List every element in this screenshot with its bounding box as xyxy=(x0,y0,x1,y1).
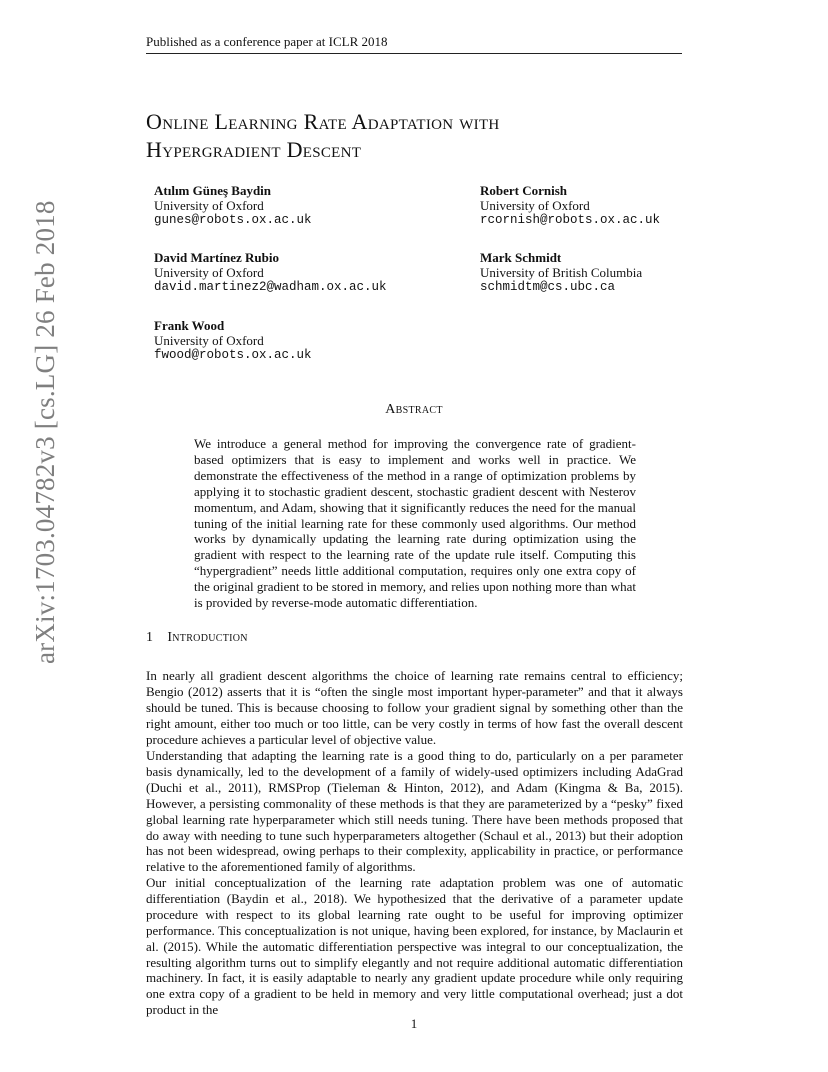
running-header: Published as a conference paper at ICLR 2018 xyxy=(146,34,682,54)
section-heading xyxy=(146,630,248,646)
paragraph: In nearly all gradient descent algorithms the choice of learning rate remains central to efficiency; Bengio (2012) asserts that it is “often the single most important hyper-parameter” and that it always should be tuned. This is because choosing to follow your gradient signal by something other than the right amount, either too much or too little, can be very costly in terms of how fast the overall descent procedure achieves a particular level of objective value. xyxy=(146,668,683,747)
section-title: Introduction xyxy=(167,630,248,645)
author-name: David Martínez Rubio xyxy=(154,250,279,265)
author-block xyxy=(154,250,454,295)
arxiv-identifier: arXiv:1703.04782v3 [cs.LG] 26 Feb 2018 xyxy=(30,200,60,664)
author-name: Mark Schmidt xyxy=(480,250,562,265)
abstract-text: We introduce a general method for improving the convergence rate of gradient-based optimizers that is easy to implement and works well in practice. We demonstrate the effectiveness of the method in a range of optimization problems by applying it to stochastic gradient descent, stochastic gradient descent with Nesterov momentum, and Adam, showing that it significantly reduces the need for the manual tuning of the initial learning rate for these commonly used algorithms. Our method works by dynamically updating the learning rate during optimization using the gradient with respect to the learning rate of the update rule itself. Computing this “hypergradient” needs little additional computation, requires only one extra copy of the original gradient to be stored in memory, and relies upon nothing more than what is provided by reverse-mode automatic differentiation. xyxy=(194,436,636,611)
author-affiliation: University of Oxford xyxy=(154,265,264,280)
paper-title-line-1: Online Learning Rate Adaptation with xyxy=(146,109,500,134)
section-number: 1 xyxy=(146,630,154,645)
author-email[interactable]: rcornish@robots.ox.ac.uk xyxy=(480,213,661,227)
author-block xyxy=(480,250,780,295)
author-block xyxy=(154,318,454,363)
author-email[interactable]: fwood@robots.ox.ac.uk xyxy=(154,348,312,362)
author-name: Frank Wood xyxy=(154,318,225,333)
abstract-heading: Abstract xyxy=(385,402,443,417)
author-email[interactable]: david.martinez2@wadham.ox.ac.uk xyxy=(154,280,387,294)
author-name: Robert Cornish xyxy=(480,183,568,198)
author-affiliation: University of Oxford xyxy=(154,198,264,213)
paper-title-line-2: Hypergradient Descent xyxy=(146,137,362,162)
author-name: Atılım Güneş Baydin xyxy=(154,183,272,198)
author-email[interactable]: gunes@robots.ox.ac.uk xyxy=(154,213,312,227)
author-affiliation: University of Oxford xyxy=(154,333,264,348)
author-affiliation: University of British Columbia xyxy=(480,265,643,280)
author-email[interactable]: schmidtm@cs.ubc.ca xyxy=(480,280,616,294)
page-number: 1 xyxy=(410,1016,418,1031)
paragraph: Our initial conceptualization of the learning rate adaptation problem was one of automatic differentiation (Baydin et al., 2018). We hypothesized that the derivative of a parameter update procedure with respect to its global learning rate ought to be useful for improving optimizer performance. This conceptualization is not unique, having been explored, for instance, by Maclaurin et al. (2015). While the automatic differentiation perspective was integral to our conceptualization, the resulting algorithm turns out to simplify elegantly and not require additional automatic differentiation machinery. In fact, it is easily adaptable to nearly any gradient update procedure while only requiring one extra copy of a gradient to be held in memory and very little computational overhead; just a dot product in the xyxy=(146,875,683,1018)
author-block xyxy=(154,183,454,228)
paragraph: Understanding that adapting the learning rate is a good thing to do, particularly on a per parameter basis dynamically, led to the development of a family of widely-used optimizers including AdaGrad (Duchi et al., 2011), RMSProp (Tieleman & Hinton, 2012), and Adam (Kingma & Ba, 2015). However, a persisting commonality of these methods is that they are parameterized by a “pesky” fixed global learning rate hyperparameter which still needs tuning. There have been methods proposed that do away with needing to tune such hyperparameters altogether (Schaul et al., 2013) but their adoption has not been widespread, owing perhaps to their complexity, applicability in practice, or performance relative to the aforementioned family of algorithms. xyxy=(146,748,683,875)
author-block xyxy=(480,183,780,228)
author-affiliation: University of Oxford xyxy=(480,198,590,213)
paper-title xyxy=(146,108,706,164)
